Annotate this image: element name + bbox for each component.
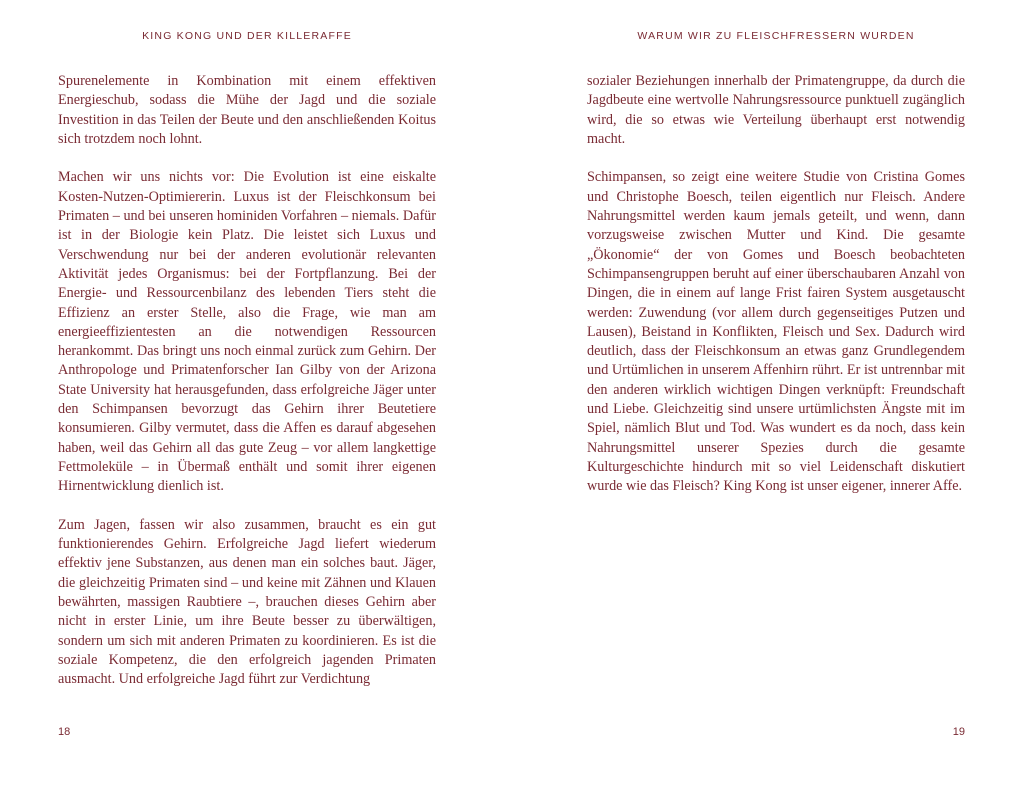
paragraph: Machen wir uns nichts vor: Die Evolution ist eine eiskalte Kosten-Nutzen-Optimiererin. Luxus ist der Fleischkonsum bei Primaten – und bei unseren hominiden Vorfahren – niemals. Dafür ist in der Biologie kein Platz. Die leistet sich Luxus und Verschwendung nur bei der anderen evolutionär relevanten Aktivität jedes Organismus: bei der Fortpflanzung. Bei der Energie- und Ressourcenbilanz des lebenden Tiers steht die Effizienz an erster Stelle, also die Frage, wie man am energieeffizientesten an die notwendigen Ressourcen herankommt. Das bringt uns noch einmal zurück zum Gehirn. Der Anthropologe und Primatenforscher Ian Gilby von der Arizona State University hat herausgefunden, dass erfolgreiche Jäger unter den Schimpansen bevorzugt das Gehirn ihrer Beutetiere konsumieren. Gilby vermutet, dass die Affen es darauf abgesehen haben, weil das Gehirn all das gute Zeug – vor allem langkettige Fettmoleküle – in Übermaß enthält und somit ihrer eigenen Hirnentwicklung dienlich ist. (58, 169, 436, 495)
paragraph: Schimpansen, so zeigt eine weitere Studie von Cristina Gomes und Christophe Boesch, teilen eigentlich nur Fleisch. Andere Nahrungsmittel werden kaum jemals geteilt, und wenn, dann vorzugsweise zwischen Mutter und Kind. Die gesamte „Ökonomie“ der von Gomes und Boesch beobachteten Schimpansengruppen beruht auf einer überschaubaren Anzahl von Dingen, die in einem auf lange Frist fairen System ausgetauscht werden: Zuwendung (vor allem durch gegenseitiges Putzen und Lausen), Beistand in Konflikten, Fleisch und Sex. Dadurch wird deutlich, dass der Fleischkonsum an etwas ganz Grundlegendem und Urtümlichen in unserem Affenhirn rührt. Er ist untrennbar mit den anderen wirklich wichtigen Dingen verknüpft: Freundschaft und Liebe. Gleichzeitig sind unsere urtümlichsten Ängste mit im Spiel, nämlich Blut und Tod. Was wundert es da noch, dass kein Nahrungsmittel unserer Spezies durch die gesamte Kulturgeschichte hindurch mit so viel Leidenschaft diskutiert wurde wie das Fleisch? King Kong ist unser eigener, innerer Affe. (587, 169, 965, 495)
page-body (587, 72, 965, 516)
paragraph: sozialer Beziehungen innerhalb der Primatengruppe, da durch die Jagdbeute eine wertvolle Nahrungsressource punktuell zugänglich wird, die so etwas wie Verteilung überhaupt erst notwendig macht. (587, 73, 965, 147)
paragraph: Spurenelemente in Kombination mit einem effektiven Energieschub, sodass die Mühe der Jagd und die soziale Investition in das Teilen der Beute und den anschließenden Koitus sich trotzdem noch lohnt. (58, 73, 436, 147)
running-head: KING KONG UND DER KILLERAFFE (142, 30, 352, 42)
page-number: 19 (952, 726, 965, 738)
right-page (587, 0, 965, 794)
paragraph: Zum Jagen, fassen wir also zusammen, braucht es ein gut funktionierendes Gehirn. Erfolgreiche Jagd liefert wiederum effektiv jene Substanzen, aus denen man ein solches baut. Jäger, die gleichzeitig Primaten sind – und keine mit Zähnen und Klauen bewährten, massigen Raubtiere –, brauchen dieses Gehirn aber nicht in erster Linie, um ihre Beute besser zu überwältigen, sondern um sich mit anderen Primaten zu koordinieren. Es ist die soziale Kompetenz, die den erfolgreich jagenden Primaten ausmacht. Und erfolgreiche Jagd führt zur Verdichtung (58, 516, 436, 688)
running-head: WARUM WIR ZU FLEISCHFRESSERN WURDEN (637, 30, 915, 42)
left-page (58, 0, 436, 794)
page-body (58, 72, 436, 709)
page-number: 18 (58, 726, 71, 738)
